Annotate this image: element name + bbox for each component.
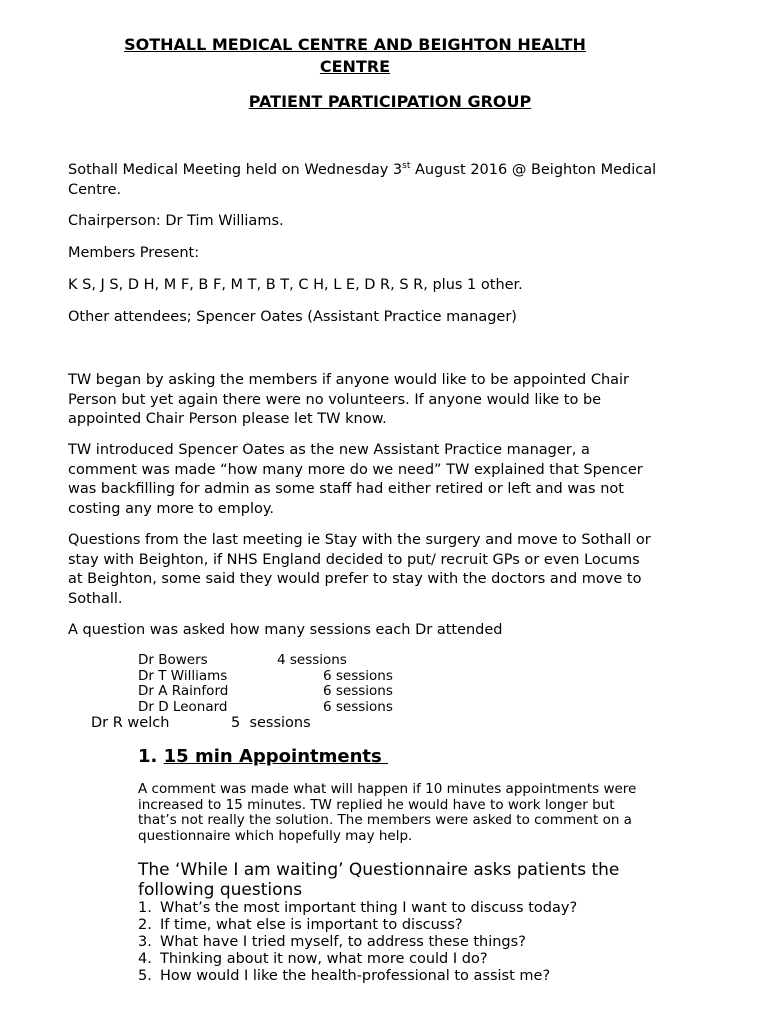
paragraph-last-meeting: Questions from the last meeting ie Stay with the surgery and move to Sothall or stay with Beighton, if NHS England decided to put/ recruit GPs or even Locums at Beighton, some said they would prefer to stay with the doctors and move to Sothall. bbox=[68, 532, 651, 607]
paragraph-sessions-question: A question was asked how many sessions each Dr attended bbox=[68, 622, 503, 638]
item-text: How would I like the health-professional to assist me? bbox=[160, 968, 551, 984]
item-text: What have I tried myself, to address these things? bbox=[160, 934, 526, 950]
intro-superscript: st bbox=[402, 161, 411, 172]
session-row bbox=[138, 653, 208, 669]
document-title bbox=[70, 34, 640, 78]
paragraph-new-manager: TW introduced Spencer Oates as the new Assistant Practice manager, a comment was made “how many more do we need” TW explained that Spencer was backfilling for admin as some staff had either retired or left and was not costing any more to employ. bbox=[68, 442, 643, 517]
intro-text: Sothall Medical Meeting held on Wednesday 3 bbox=[68, 162, 403, 178]
item-number: 3. bbox=[138, 934, 152, 950]
item-number: 5. bbox=[138, 968, 152, 984]
members-label: Members Present: bbox=[68, 245, 200, 261]
section-number: 1. bbox=[138, 746, 158, 767]
intro-text-cont: August 2016 @ Beighton Medical Centre. bbox=[68, 162, 657, 198]
doctor-name: Dr R welch bbox=[91, 715, 170, 731]
session-count: 6 sessions bbox=[323, 668, 393, 684]
chairperson: Chairperson: Dr Tim Williams. bbox=[68, 213, 284, 229]
document-subtitle: PATIENT PARTICIPATION GROUP bbox=[248, 92, 532, 111]
questionnaire-heading: The ‘While I am waiting’ Questionnaire asks patients the following questions bbox=[138, 860, 620, 900]
item-text: Thinking about it now, what more could I do? bbox=[160, 951, 488, 967]
members-list: K S, J S, D H, M F, B F, M T, B T, C H, L E, D R, S R, plus 1 other. bbox=[68, 277, 523, 293]
item-text: What’s the most important thing I want to discuss today? bbox=[160, 900, 578, 916]
section-heading bbox=[138, 746, 388, 767]
session-count: 6 sessions bbox=[323, 683, 393, 699]
item-text: If time, what else is important to discuss? bbox=[160, 917, 463, 933]
item-number: 1. bbox=[138, 900, 152, 916]
item-number: 4. bbox=[138, 951, 152, 967]
session-count: 4 sessions bbox=[277, 652, 347, 668]
session-count: 5 sessions bbox=[231, 715, 311, 731]
doctor-name: Dr A Rainford bbox=[138, 683, 229, 699]
paragraph-chair-volunteers: TW began by asking the members if anyone would like to be appointed Chair Person but yet again there were no volunteers. If anyone would like to be appointed Chair Person please let TW know. bbox=[68, 372, 630, 427]
list-item bbox=[138, 951, 577, 968]
session-count: 6 sessions bbox=[323, 699, 393, 715]
doctor-name: Dr T Williams bbox=[138, 668, 228, 684]
doctor-name: Dr D Leonard bbox=[138, 699, 228, 715]
doctor-name: Dr Bowers bbox=[138, 652, 208, 668]
title-line-1: SOTHALL MEDICAL CENTRE AND BEIGHTON HEALTH bbox=[124, 35, 586, 54]
section-title: 15 min Appointments bbox=[163, 746, 382, 767]
item-number: 2. bbox=[138, 917, 152, 933]
question-list bbox=[138, 900, 577, 985]
list-item bbox=[138, 900, 577, 917]
title-line-2: CENTRE bbox=[319, 57, 391, 76]
list-item bbox=[138, 968, 577, 985]
meeting-intro bbox=[68, 161, 668, 200]
section-text: A comment was made what will happen if 10 minutes appointments were increased to 15 minutes. TW replied he would have to work longer but that’s not really the solution. The members were asked to comment on a questionnaire which hopefully may help. bbox=[138, 781, 637, 844]
list-item bbox=[138, 934, 577, 951]
other-attendees: Other attendees; Spencer Oates (Assistant Practice manager) bbox=[68, 309, 517, 325]
list-item bbox=[138, 917, 577, 934]
